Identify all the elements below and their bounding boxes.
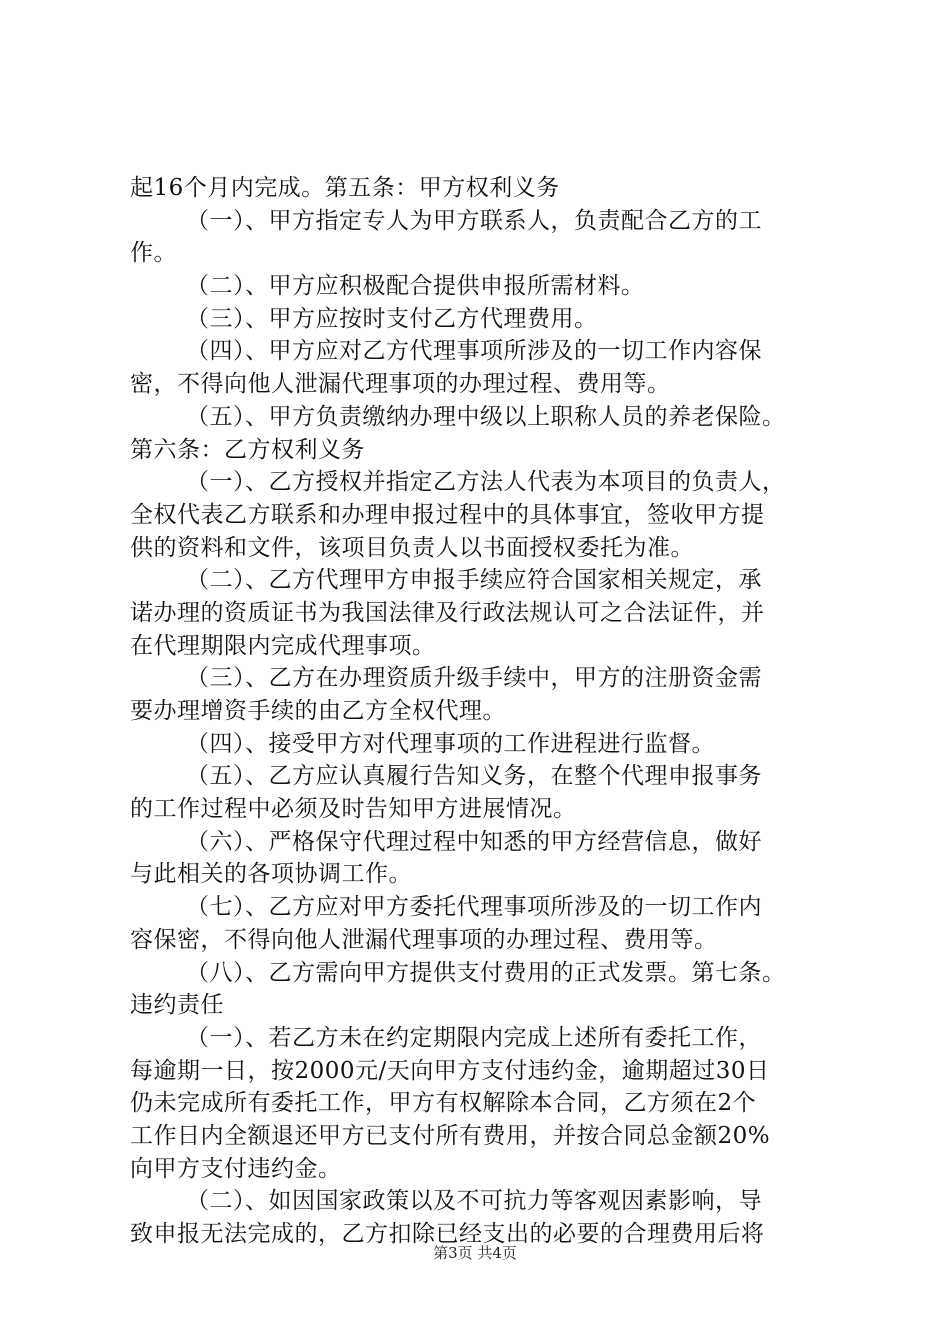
text-line: 在代理期限内完成代理事项。: [130, 632, 436, 659]
text-line: 违约责任: [130, 992, 224, 1019]
text-line: 起16个月内完成。第五条：甲方权利义务: [130, 175, 560, 201]
text-line: （五）、乙方应认真履行告知义务，在整个代理申报事务: [186, 763, 762, 790]
text-line: （四）、甲方应对乙方代理事项所涉及的一切工作内容保: [186, 338, 762, 365]
text-line: 作。: [130, 240, 177, 267]
text-line: 的工作过程中必须及时告知甲方进展情况。: [130, 796, 577, 823]
text-line: 工作日内全额退还甲方已支付所有费用，并按合同总金额20%: [130, 1122, 771, 1149]
text-line: 仍未完成所有委托工作，甲方有权解除本合同，乙方须在2个: [130, 1090, 757, 1117]
text-line: （六）、严格保守代理过程中知悉的甲方经营信息，做好: [186, 828, 762, 855]
text-line: 容保密，不得向他人泄漏代理事项的办理过程、费用等。: [130, 926, 718, 953]
text-line: 向甲方支付违约金。: [130, 1155, 342, 1182]
text-line: 全权代表乙方联系和办理申报过程中的具体事宜，签收甲方提: [130, 501, 765, 528]
text-line: 致申报无法完成的，乙方扣除已经支出的必要的合理费用后将: [130, 1221, 765, 1247]
text-line: 每逾期一日，按2000元/天向甲方支付违约金，逾期超过30日: [130, 1057, 770, 1084]
text-line: （四）、接受甲方对代理事项的工作进程进行监督。: [186, 730, 715, 757]
text-line: 与此相关的各项协调工作。: [130, 861, 412, 888]
page-footer: 第3页 共4页: [433, 1244, 517, 1262]
text-line: （二）、甲方应积极配合提供申报所需材料。: [186, 273, 645, 300]
text-line: 要办理增资手续的由乙方全权代理。: [130, 698, 506, 724]
text-line: （三）、乙方在办理资质升级手续中，甲方的注册资金需: [186, 665, 762, 692]
text-line: 诺办理的资质证书为我国法律及行政法规认可之合法证件，并: [130, 599, 765, 626]
document-body: [130, 172, 830, 1251]
text-line: 密，不得向他人泄漏代理事项的办理过程、费用等。: [130, 371, 671, 398]
text-line: （一）、乙方授权并指定乙方法人代表为本项目的负责人，: [186, 469, 786, 496]
text-line: 供的资料和文件，该项目负责人以书面授权委托为准。: [130, 534, 694, 561]
text-line: 第六条：乙方权利义务: [130, 436, 365, 463]
text-line: （二）、乙方代理甲方申报手续应符合国家相关规定，承: [186, 567, 762, 594]
text-line: （七）、乙方应对甲方委托代理事项所涉及的一切工作内: [186, 894, 762, 921]
text-line: （一）、若乙方未在约定期限内完成上述所有委托工作，: [186, 1024, 762, 1051]
text-line: （八）、乙方需向甲方提供支付费用的正式发票。第七条。: [186, 959, 786, 986]
text-line: （五）、甲方负责缴纳办理中级以上职称人员的养老保险。: [186, 403, 786, 430]
text-line: （一）、甲方指定专人为甲方联系人，负责配合乙方的工: [186, 207, 762, 234]
text-line: （二）、如因国家政策以及不可抗力等客观因素影响，导: [186, 1188, 762, 1215]
text-line: （三）、甲方应按时支付乙方代理费用。: [186, 305, 598, 332]
